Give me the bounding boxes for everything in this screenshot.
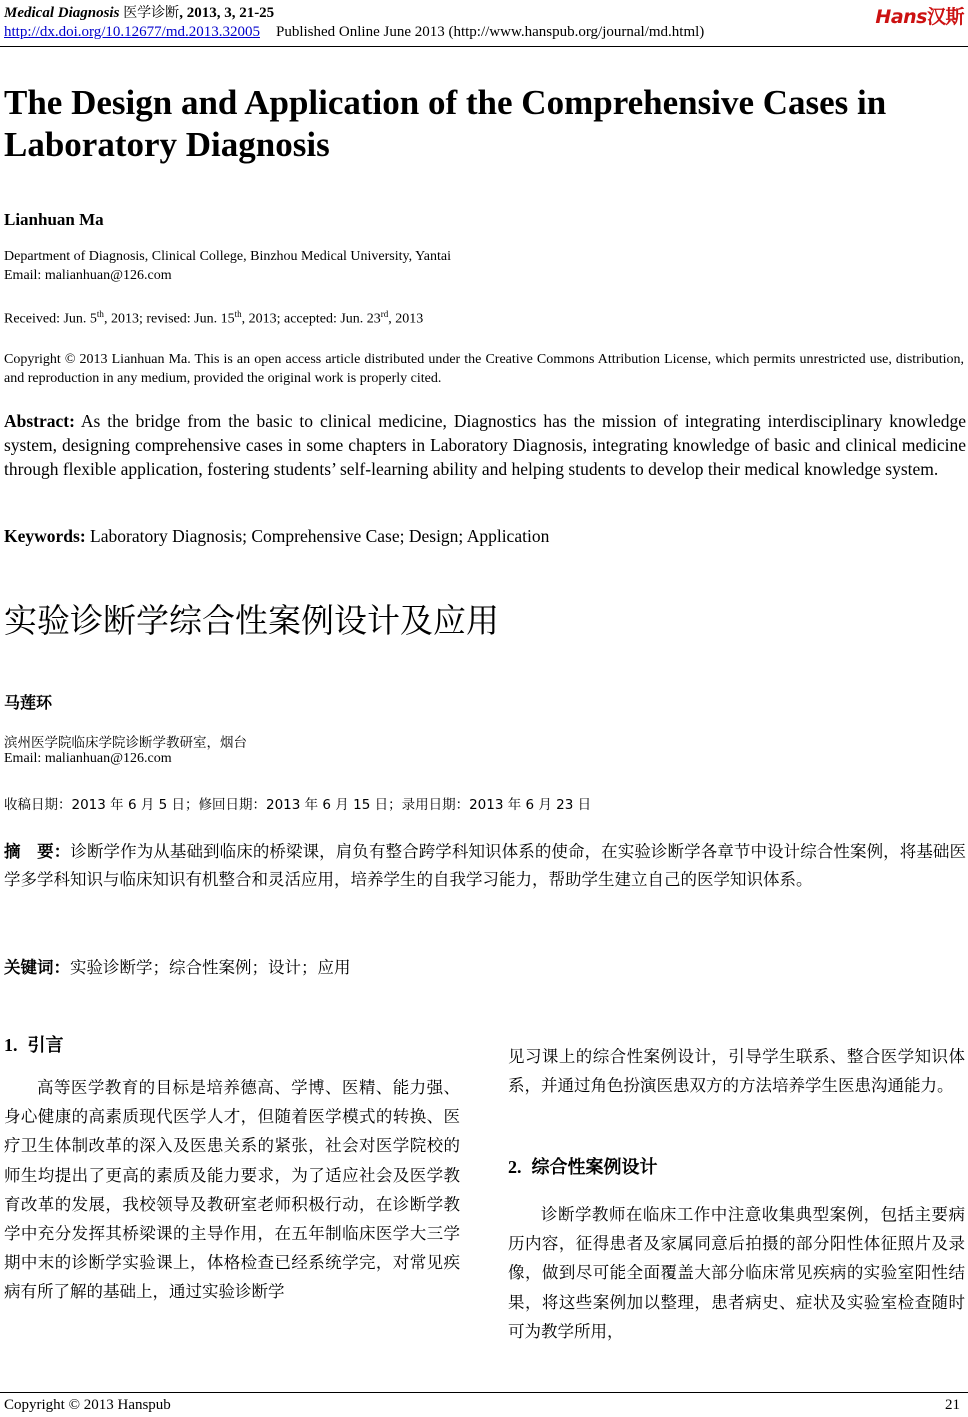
logo-text-cn: 汉斯: [926, 6, 964, 28]
section-2-title: 综合性案例设计: [531, 1157, 658, 1178]
revised-date: , 2013; revised: Jun. 15: [103, 311, 235, 327]
abstract-text-cn: 诊断学作为从基础到临床的桥梁课，肩负有整合跨学科知识体系的使命，在实验诊断学各章节中设计综合性案例，将基础医学多学科知识与临床知识有机整合和灵活应用，培养学生的自我学习能力，帮助学生建立自己的医学知识体系。: [4, 842, 967, 889]
dates-tail: , 2013: [388, 311, 424, 327]
keywords-label-cn: 关键词：: [4, 958, 70, 977]
header-divider: [0, 46, 968, 47]
page-number: 21: [945, 1397, 960, 1413]
section-1-number: 1.: [4, 1035, 18, 1055]
accepted-date: , 2013; accepted: Jun. 23: [241, 311, 381, 327]
journal-name: Medical Diagnosis: [4, 5, 120, 21]
volume-info: , 2013, 3, 21-25: [179, 5, 275, 21]
abstract-text: As the bridge from the basic to clinical medicine, Diagnostics has the mission of integrating interdisciplinary knowledge system, designing comprehensive cases in some chapters in Laboratory Diagnosis, integrating knowledge of basic and clinical medicine through flexible application, fostering students’ self-learning ability and helping students to develop their medical knowledge system.: [4, 411, 966, 479]
author-english: Lianhuan Ma: [4, 210, 104, 229]
copyright-notice: Copyright © 2013 Lianhuan Ma. This is an open access article distributed under the Creative Commons Attribution License, which permits unrestricted use, distribution, and reproduction in any medium, provided the original work is properly cited.: [4, 352, 964, 386]
dates-english: [4, 309, 423, 328]
affiliation-english: Department of Diagnosis, Clinical College, Binzhou Medical University, Yantai: [4, 249, 452, 264]
section-1-continued: 见习课上的综合性案例设计，引导学生联系、整合医学知识体系，并通过角色扮演医患双方的方法培养学生医患沟通能力。: [508, 1047, 965, 1096]
received-sup: th: [96, 309, 104, 319]
keywords-english: [4, 524, 549, 548]
revised-sup: th: [234, 309, 242, 319]
footer-divider: [0, 1392, 968, 1393]
abstract-chinese: [4, 838, 966, 894]
logo-text: Hans: [875, 6, 927, 28]
email-english: Email: malianhuan@126.com: [4, 268, 172, 283]
section-1-title: 引言: [27, 1035, 64, 1056]
hans-logo: [875, 2, 964, 29]
author-chinese: 马莲环: [4, 693, 53, 712]
section-1-heading: [4, 1031, 64, 1057]
affiliation-chinese: 滨州医学院临床学院诊断学教研室，烟台: [4, 735, 247, 751]
section-2-number: 2.: [508, 1157, 522, 1177]
keywords-text: Laboratory Diagnosis; Comprehensive Case; Design; Application: [90, 526, 550, 546]
abstract-english: [4, 409, 966, 481]
email-chinese: Email: malianhuan@126.com: [4, 751, 172, 766]
keywords-text-cn: 实验诊断学；综合性案例；设计；应用: [70, 958, 351, 977]
footer-copyright: Copyright © 2013 Hanspub: [4, 1397, 171, 1413]
section-1-body: 高等医学教育的目标是培养德高、学博、医精、能力强、身心健康的高素质现代医学人才，但随着医学模式的转换、医疗卫生体制改革的深入及医患关系的紧张，社会对医学院校的师生均提出了更高的素质及能力要求，为了适应社会及医学教育改革的发展，我校领导及教研室老师积极行动，在诊断学教学中充分发挥其桥梁课的主导作用，在五年制临床医学大三学期中末的诊断学实验课上，体格检查已经系统学完，对常见疾病有所了解的基础上，通过实验诊断学: [4, 1078, 460, 1302]
journal-header: [4, 2, 274, 22]
accepted-sup: rd: [380, 309, 389, 319]
doi-line: [4, 24, 704, 41]
section-2-body: 诊断学教师在临床工作中注意收集典型案例，包括主要病历内容，征得患者及家属同意后拍摄的部分阳性体征照片及录像，做到尽可能全面覆盖大部分临床常见疾病的实验室阳性结果，将这些案例加以整理，患者病史、症状及实验室检查随时可为教学所用，: [508, 1205, 965, 1341]
title-english: The Design and Application of the Comprehensive Cases in Laboratory Diagnosis: [4, 83, 887, 164]
journal-name-cn: 医学诊断: [123, 5, 180, 21]
abstract-label: Abstract:: [4, 411, 75, 431]
doi-link[interactable]: http://dx.doi.org/10.12677/md.2013.32005: [4, 24, 260, 40]
section-2-heading: [508, 1153, 658, 1179]
keywords-chinese: [4, 954, 351, 982]
abstract-label-cn: 摘 要：: [4, 842, 71, 861]
keywords-label: Keywords:: [4, 526, 86, 546]
dates-chinese: 收稿日期：2013 年 6 月 5 日；修回日期：2013 年 6 月 15 日；录用日期：2013 年 6 月 23 日: [4, 797, 592, 813]
title-chinese: 实验诊断学综合性案例设计及应用: [4, 601, 499, 640]
received-date: Received: Jun. 5: [4, 311, 97, 327]
published-online: Published Online June 2013 (http://www.hanspub.org/journal/md.html): [275, 24, 705, 40]
